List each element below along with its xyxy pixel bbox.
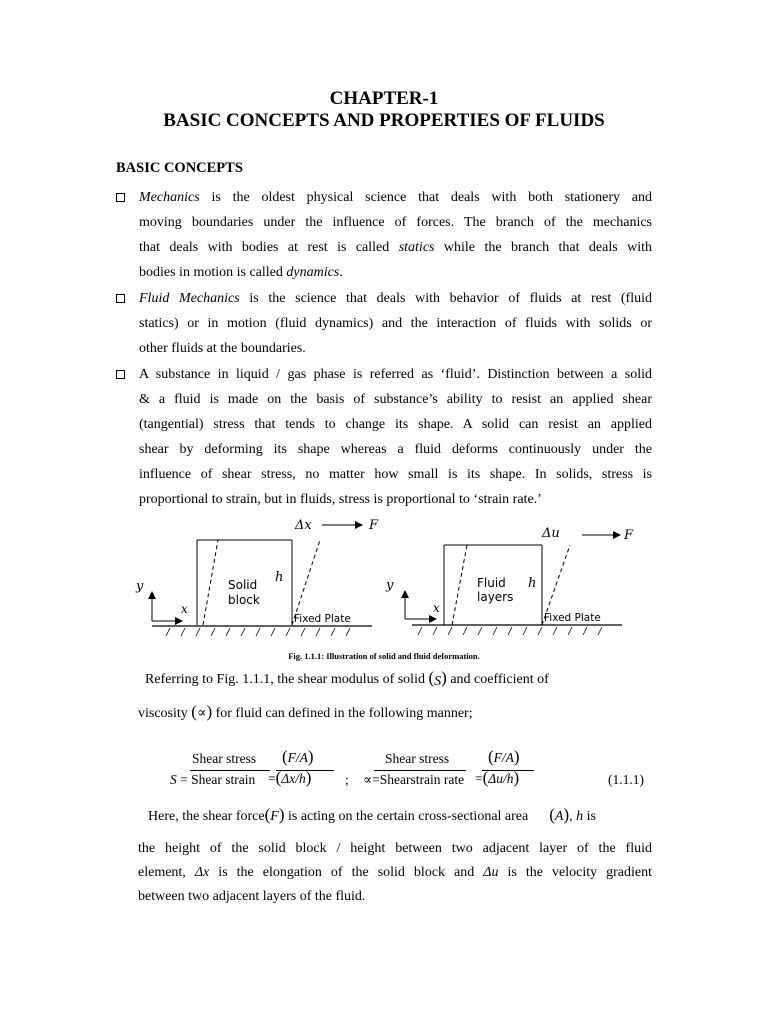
here-line-1: Here, the shear force(F) is acting on the certain cross-sectional area (A), h is <box>148 805 596 824</box>
section-heading: BASIC CONCEPTS <box>116 160 243 176</box>
s-frac-den: Δx/h <box>281 771 306 786</box>
bullet-square-icon <box>116 294 125 303</box>
bullet-square-icon <box>116 193 125 202</box>
symbol-viscosity: ∝ <box>196 706 207 721</box>
equation-number: (1.1.1) <box>608 772 644 787</box>
s-fraction-bar <box>190 770 270 771</box>
referring-line-2: viscosity (∝) for fluid can defined in the following manner; <box>138 702 473 721</box>
deformation-figure <box>130 515 640 645</box>
figure-caption: Fig. 1.1.1: Illustration of solid and fluid deformation. <box>288 651 480 661</box>
bullet-text: Fluid Mechanics is the science that deals with behavior of fluids at rest (fluid statics) or in motion (fluid dynamics) and the interaction of fluids with solids or other fluids at the boundaries. <box>139 291 652 356</box>
document-page: CHAPTER-1 BASIC CONCEPTS AND PROPERTIES OF FLUIDS BASIC CONCEPTS Mechanics is the oldest physical science that deals with both stationery and moving boundaries under the influence of forces. The branch of the mechanics that deals with bodies at rest is called statics while the branch that deals with bodies in motion is called dynamics. Fluid Mechanics is the science that deals with behavior of fluids at rest (fluid statics) or in motion (fluid dynamics) and the interaction of fluids with solids or other fluids at the boundaries. A substance in liquid / gas phase is referred as ‘fluid’. Distinction between a solid & a fluid is made on the basis of substance’s ability to resist an applied shear (tangential) stress that tends to change its shape. A solid can resist an applied shear by deforming its shape whereas a fluid deforms continuously under the influence of shear stress, no matter how small is its shape. In solids, stress is proportional to strain, but in fluids, stress is proportional to ‘strain rate.’ Δx F h Solid block y x Fixed Plate Δu F h Fluid layers y x Fixed Plate Fig. 1.1.1: Illustration of solid and fluid deformation. Referring to Fig. 1.1.1, the shear modulus of solid (S) and coefficient of viscosity (∝) for fluid can defined in the following manner; Shear stress S = Shear strain (F/A) =(Δx/h) ; Shear stress ∝=Shearstrain rate (F/A) =(Δu/h) (1.1.1) Here, the shear force(F) is acting on the certain cross-sectional area (A), h is the height of the solid block / height between two adjacent layer of the fluid element, Δx is the elongation of the solid block and Δu is the velocity gradient between two adjacent layers of the fluid. <box>0 0 768 1024</box>
symbol-f: F <box>270 809 279 824</box>
mu-numerator: Shear stress <box>385 751 450 766</box>
bullet-fluid-definition <box>116 362 652 512</box>
fluid-x-axis-label: x <box>433 601 440 615</box>
chapter-title: BASIC CONCEPTS AND PROPERTIES OF FLUIDS <box>163 110 605 131</box>
mu-frac-num: F/A <box>493 750 514 765</box>
solid-force-label: F <box>369 518 379 533</box>
fluid-label-2: layers <box>477 590 514 604</box>
chapter-number: CHAPTER-1 <box>329 88 439 109</box>
symbol-a: A <box>554 809 564 824</box>
term-statics: statics <box>398 240 435 255</box>
bullet-mechanics <box>116 185 652 285</box>
fluid-force-label: F <box>624 528 634 543</box>
term-dynamics: dynamics <box>286 265 340 280</box>
mu-fraction-bar <box>374 770 466 771</box>
term-mechanics: Mechanics <box>139 190 200 205</box>
solid-delta-label: Δx <box>295 518 312 533</box>
solid-x-axis-label: x <box>181 602 188 616</box>
ground-hatch <box>166 628 350 636</box>
s-numerator: Shear stress <box>192 751 257 766</box>
mu-denominator: Shearstrain rate <box>379 772 465 787</box>
here-paragraph: the height of the solid block / height between two adjacent layer of the fluid element, Δx is the elongation of the solid block and Δu is the velocity gradient between two adjacent layers of the fluid. <box>138 841 652 904</box>
solid-label-1: Solid <box>228 578 258 592</box>
fluid-delta-label: Δu <box>542 526 560 541</box>
referring-line-1: Referring to Fig. 1.1.1, the shear modulus of solid (S) and coefficient of <box>145 668 549 689</box>
solid-y-axis-label: y <box>136 579 144 594</box>
bullet-square-icon <box>116 370 125 379</box>
s-denominator: Shear strain <box>191 772 256 787</box>
ground-hatch <box>418 627 602 635</box>
fluid-y-axis-label: y <box>386 578 394 593</box>
solid-panel <box>135 518 379 636</box>
solid-label-2: block <box>228 593 260 607</box>
mu-lhs: ∝ <box>363 772 373 787</box>
bullet-fluid-mechanics <box>116 286 652 361</box>
equation-separator: ; <box>345 772 349 787</box>
fluid-label-1: Fluid <box>477 576 506 590</box>
mu-frac-den: Δu/h <box>488 771 514 786</box>
fluid-panel <box>385 526 634 635</box>
symbol-s: S <box>434 674 442 689</box>
solid-plate-label: Fixed Plate <box>294 613 351 625</box>
solid-height-label: h <box>275 570 284 585</box>
bullet-text: Mechanics is the oldest physical science that deals with both stationery and moving boundaries under the influence of forces. The branch of the mechanics that deals with bodies at rest is called statics while the branch that deals with bodies in motion is called dynamics. <box>139 190 652 280</box>
bullet-text: A substance in liquid / gas phase is referred as ‘fluid’. Distinction between a solid & a fluid is made on the basis of substance’s ability to resist an applied shear (tangential) stress that tends to change its shape. A solid can resist an applied shear by deforming its shape whereas a fluid deforms continuously under the influence of shear stress, no matter how small is its shape. In solids, stress is proportional to strain, but in fluids, stress is proportional to ‘strain rate.’ <box>139 367 652 507</box>
term-fluid-mechanics: Fluid Mechanics <box>139 291 240 306</box>
s-frac-num: F/A <box>287 750 308 765</box>
fluid-plate-label: Fixed Plate <box>544 612 601 624</box>
fluid-height-label: h <box>528 576 537 591</box>
s-lhs: S <box>170 772 177 787</box>
